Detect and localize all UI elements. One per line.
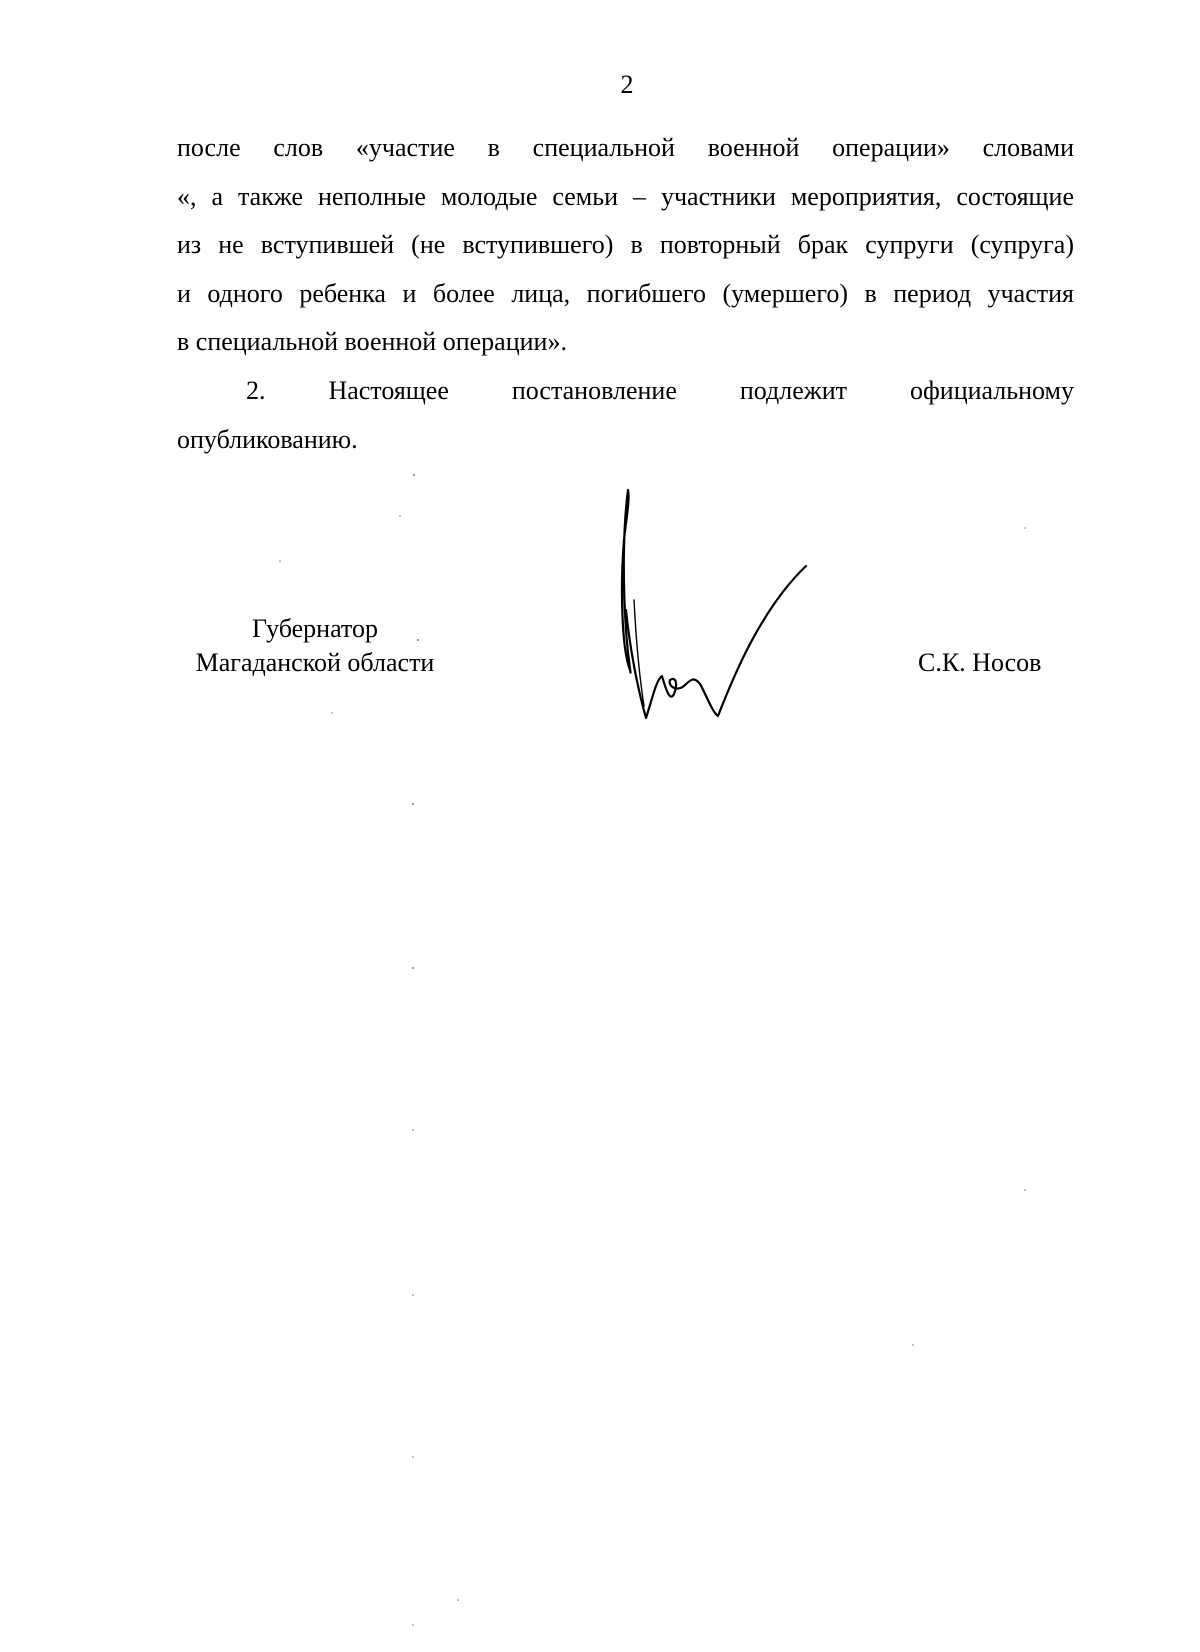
body-line: «, а также неполные молодые семьи – участники мероприятия, состоящие [177, 181, 1074, 211]
handwritten-signature [610, 480, 830, 740]
signatory-region: Магаданской области [195, 648, 435, 677]
page-number: 2 [620, 70, 634, 99]
body-line: в специальной военной операции». [177, 327, 567, 357]
signatory-name: С.К. Носов [918, 648, 1042, 677]
body-line: 2. Настоящее постановление подлежит официальному [246, 375, 1074, 405]
body-line: опубликованию. [177, 424, 358, 454]
body-line: из не вступившей (не вступившего) в повторный брак супруги (супруга) [177, 230, 1074, 260]
signatory-title [177, 612, 453, 680]
body-line: и одного ребенка и более лица, погибшего (умершего) в период участия [177, 278, 1074, 308]
signatory-position: Губернатор [252, 614, 378, 643]
document-body [177, 124, 1074, 464]
body-line: после слов «участие в специальной военной операции» словами [177, 133, 1074, 162]
